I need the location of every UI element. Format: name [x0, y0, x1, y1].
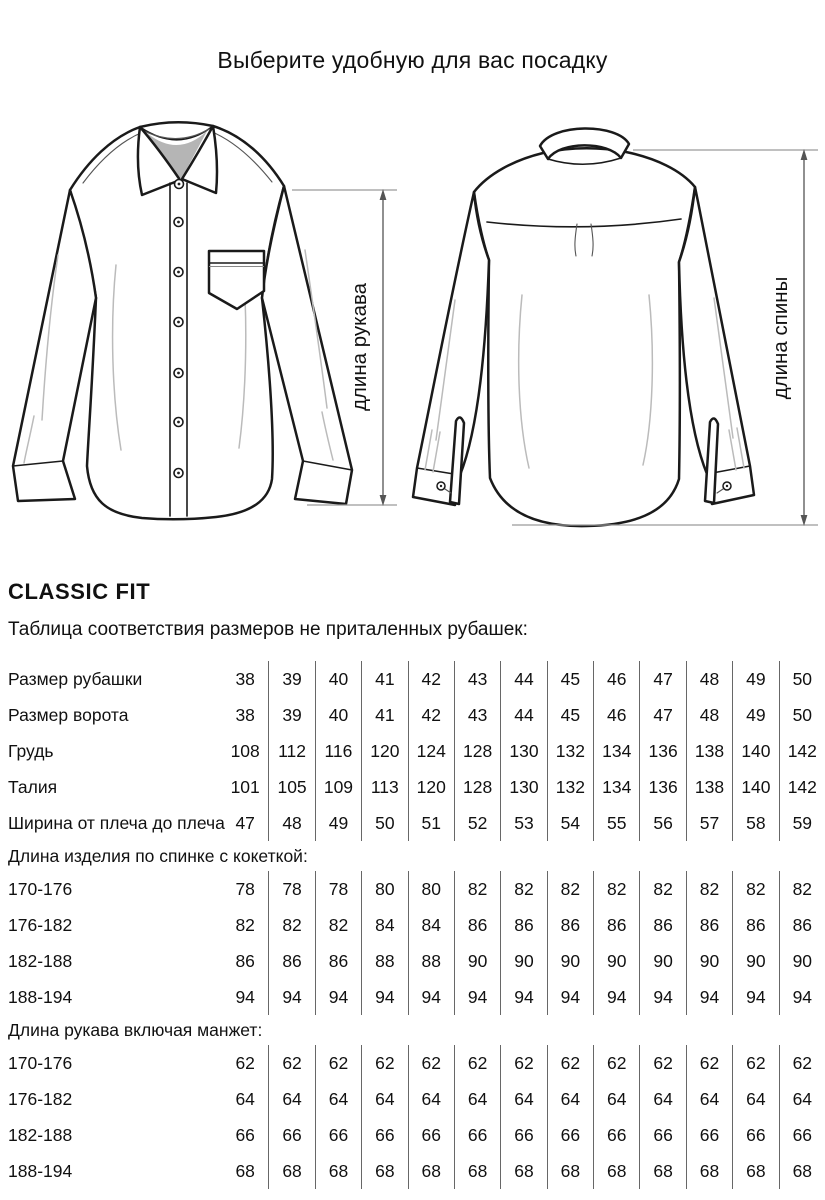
size-cell: 94	[547, 979, 593, 1015]
size-cell: 46	[593, 661, 639, 697]
size-cell: 109	[315, 769, 361, 805]
size-cell: 66	[686, 1117, 732, 1153]
size-cell: 82	[732, 871, 778, 907]
size-cell: 78	[268, 871, 314, 907]
size-cell: 140	[732, 733, 778, 769]
row-label: 176-182	[8, 914, 73, 935]
size-cell: 84	[361, 907, 407, 943]
size-cell: 86	[779, 907, 825, 943]
size-cell: 142	[779, 769, 825, 805]
row-label: 182-188	[8, 1124, 73, 1145]
size-cell: 64	[315, 1081, 361, 1117]
size-cell: 134	[593, 733, 639, 769]
size-cell: 42	[408, 661, 454, 697]
size-cell: 62	[779, 1045, 825, 1081]
size-cell: 62	[454, 1045, 500, 1081]
size-cell: 90	[686, 943, 732, 979]
size-cell: 62	[408, 1045, 454, 1081]
size-cell: 39	[268, 661, 314, 697]
size-cell: 50	[779, 661, 825, 697]
size-cell: 82	[268, 907, 314, 943]
size-cell: 66	[779, 1117, 825, 1153]
size-cell: 50	[779, 697, 825, 733]
size-cell: 44	[500, 697, 546, 733]
size-cell: 66	[500, 1117, 546, 1153]
size-cell: 94	[235, 986, 255, 1007]
row-label: 170-176	[8, 1052, 73, 1073]
size-cell: 62	[593, 1045, 639, 1081]
size-cell: 66	[547, 1117, 593, 1153]
size-cell: 136	[639, 769, 685, 805]
size-cell: 45	[547, 697, 593, 733]
size-cell: 58	[732, 805, 778, 841]
size-cell: 94	[500, 979, 546, 1015]
size-cell: 90	[500, 943, 546, 979]
size-cell: 64	[547, 1081, 593, 1117]
table-row	[0, 805, 825, 841]
size-cell: 80	[408, 871, 454, 907]
size-cell: 57	[686, 805, 732, 841]
size-cell: 120	[361, 733, 407, 769]
row-label: 170-176	[8, 878, 73, 899]
size-cell: 43	[454, 661, 500, 697]
size-cell: 62	[732, 1045, 778, 1081]
size-cell: 38	[235, 668, 255, 689]
table-row	[0, 907, 825, 943]
size-cell: 66	[268, 1117, 314, 1153]
size-cell: 68	[268, 1153, 314, 1189]
size-cell: 40	[315, 697, 361, 733]
size-cell: 120	[408, 769, 454, 805]
size-cell: 94	[686, 979, 732, 1015]
size-cell: 66	[408, 1117, 454, 1153]
size-cell: 62	[639, 1045, 685, 1081]
size-cell: 94	[639, 979, 685, 1015]
size-cell: 86	[268, 943, 314, 979]
table-section-header: Длина изделия по спинке с кокеткой:	[8, 846, 308, 866]
size-cell: 140	[732, 769, 778, 805]
size-cell: 113	[361, 769, 407, 805]
size-cell: 94	[779, 979, 825, 1015]
size-cell: 54	[547, 805, 593, 841]
size-cell: 64	[361, 1081, 407, 1117]
size-cell: 88	[361, 943, 407, 979]
size-cell: 82	[500, 871, 546, 907]
size-cell: 84	[408, 907, 454, 943]
size-cell: 82	[593, 871, 639, 907]
size-cell: 86	[500, 907, 546, 943]
table-row	[0, 661, 825, 697]
size-cell: 90	[454, 943, 500, 979]
size-cell: 43	[454, 697, 500, 733]
size-cell: 124	[408, 733, 454, 769]
size-cell: 47	[639, 697, 685, 733]
table-group	[0, 661, 825, 841]
size-cell: 86	[639, 907, 685, 943]
back-length-label: длина спины	[769, 276, 792, 400]
size-cell: 68	[454, 1153, 500, 1189]
size-cell: 78	[315, 871, 361, 907]
size-cell: 86	[732, 907, 778, 943]
size-cell: 42	[408, 697, 454, 733]
size-cell: 138	[686, 733, 732, 769]
size-cell: 46	[593, 697, 639, 733]
size-cell: 82	[779, 871, 825, 907]
size-cell: 68	[779, 1153, 825, 1189]
size-cell: 47	[235, 812, 255, 833]
table-group	[0, 1045, 825, 1189]
size-cell: 59	[779, 805, 825, 841]
size-cell: 86	[593, 907, 639, 943]
fit-heading: CLASSIC FIT	[8, 579, 151, 604]
size-cell: 138	[686, 769, 732, 805]
table-row	[0, 769, 825, 805]
size-cell: 68	[686, 1153, 732, 1189]
size-cell: 94	[732, 979, 778, 1015]
row-label: Размер рубашки	[8, 668, 143, 689]
size-cell: 49	[732, 661, 778, 697]
size-cell: 82	[639, 871, 685, 907]
size-cell: 128	[454, 769, 500, 805]
size-cell: 128	[454, 733, 500, 769]
shirt-measurement-diagram	[0, 110, 825, 545]
size-cell: 82	[315, 907, 361, 943]
size-cell: 56	[639, 805, 685, 841]
table-row	[0, 871, 825, 907]
size-cell: 66	[639, 1117, 685, 1153]
size-cell: 130	[500, 733, 546, 769]
page-title: Выберите удобную для вас посадку	[217, 47, 608, 73]
size-cell: 86	[235, 950, 255, 971]
size-cell: 132	[547, 733, 593, 769]
row-label: Талия	[8, 776, 58, 797]
size-cell: 62	[686, 1045, 732, 1081]
size-cell: 134	[593, 769, 639, 805]
shirt-back-illustration	[413, 128, 754, 526]
size-cell: 55	[593, 805, 639, 841]
size-cell: 41	[361, 697, 407, 733]
size-cell: 80	[361, 871, 407, 907]
size-cell: 101	[230, 776, 260, 797]
row-label: 182-188	[8, 950, 73, 971]
size-cell: 62	[235, 1052, 255, 1073]
size-cell: 41	[361, 661, 407, 697]
size-cell: 66	[361, 1117, 407, 1153]
size-cell: 86	[686, 907, 732, 943]
table-row	[0, 733, 825, 769]
size-cell: 52	[454, 805, 500, 841]
table-row	[0, 1045, 825, 1081]
size-cell: 66	[315, 1117, 361, 1153]
size-cell: 130	[500, 769, 546, 805]
size-cell: 64	[408, 1081, 454, 1117]
size-cell: 68	[361, 1153, 407, 1189]
sleeve-length-label: длина рукава	[348, 282, 371, 412]
size-cell: 90	[639, 943, 685, 979]
shirt-front-illustration	[13, 122, 352, 519]
row-label: 188-194	[8, 1160, 73, 1181]
size-cell: 68	[235, 1160, 255, 1181]
size-cell: 64	[454, 1081, 500, 1117]
table-row	[0, 1153, 825, 1189]
size-cell: 44	[500, 661, 546, 697]
table-caption: Таблица соответствия размеров не приталенных рубашек:	[8, 619, 528, 640]
size-cell: 68	[315, 1153, 361, 1189]
row-label: Ширина от плеча до плеча	[8, 812, 225, 833]
size-cell: 64	[686, 1081, 732, 1117]
size-cell: 68	[593, 1153, 639, 1189]
size-table	[0, 661, 825, 1189]
size-cell: 90	[732, 943, 778, 979]
size-cell: 90	[593, 943, 639, 979]
table-row	[0, 943, 825, 979]
size-cell: 90	[779, 943, 825, 979]
size-cell: 48	[686, 661, 732, 697]
size-cell: 47	[639, 661, 685, 697]
size-cell: 82	[454, 871, 500, 907]
size-cell: 64	[639, 1081, 685, 1117]
size-cell: 49	[315, 805, 361, 841]
size-cell: 64	[235, 1088, 255, 1109]
size-cell: 94	[593, 979, 639, 1015]
size-cell: 108	[230, 740, 260, 761]
size-cell: 62	[361, 1045, 407, 1081]
size-cell: 49	[732, 697, 778, 733]
size-cell: 94	[408, 979, 454, 1015]
size-cell: 116	[315, 733, 361, 769]
size-cell: 88	[408, 943, 454, 979]
size-cell: 40	[315, 661, 361, 697]
size-cell: 136	[639, 733, 685, 769]
size-cell: 82	[235, 914, 255, 935]
size-cell: 94	[361, 979, 407, 1015]
table-row	[0, 1117, 825, 1153]
size-cell: 68	[408, 1153, 454, 1189]
size-cell: 66	[454, 1117, 500, 1153]
size-cell: 53	[500, 805, 546, 841]
size-cell: 142	[779, 733, 825, 769]
size-cell: 105	[268, 769, 314, 805]
size-cell: 51	[408, 805, 454, 841]
size-cell: 64	[779, 1081, 825, 1117]
size-cell: 68	[639, 1153, 685, 1189]
size-cell: 112	[268, 733, 314, 769]
size-cell: 86	[315, 943, 361, 979]
table-row	[0, 979, 825, 1015]
table-row	[0, 1081, 825, 1117]
size-cell: 68	[732, 1153, 778, 1189]
row-label: Размер ворота	[8, 704, 129, 725]
row-label: Грудь	[8, 740, 54, 761]
size-cell: 48	[268, 805, 314, 841]
size-cell: 62	[315, 1045, 361, 1081]
size-cell: 62	[268, 1045, 314, 1081]
size-cell: 94	[268, 979, 314, 1015]
size-cell: 78	[235, 878, 255, 899]
size-cell: 82	[686, 871, 732, 907]
table-row	[0, 697, 825, 733]
size-cell: 82	[547, 871, 593, 907]
size-cell: 64	[593, 1081, 639, 1117]
size-cell: 66	[235, 1124, 255, 1145]
size-cell: 66	[593, 1117, 639, 1153]
size-cell: 68	[500, 1153, 546, 1189]
size-cell: 132	[547, 769, 593, 805]
size-cell: 66	[732, 1117, 778, 1153]
size-cell: 45	[547, 661, 593, 697]
size-cell: 86	[454, 907, 500, 943]
row-label: 176-182	[8, 1088, 73, 1109]
size-cell: 62	[500, 1045, 546, 1081]
size-cell: 68	[547, 1153, 593, 1189]
size-cell: 50	[361, 805, 407, 841]
size-cell: 48	[686, 697, 732, 733]
size-cell: 64	[268, 1081, 314, 1117]
size-cell: 39	[268, 697, 314, 733]
size-cell: 90	[547, 943, 593, 979]
size-cell: 94	[454, 979, 500, 1015]
size-cell: 94	[315, 979, 361, 1015]
size-cell: 62	[547, 1045, 593, 1081]
row-label: 188-194	[8, 986, 73, 1007]
size-cell: 86	[547, 907, 593, 943]
size-cell: 64	[732, 1081, 778, 1117]
size-cell: 38	[235, 704, 255, 725]
table-section-header: Длина рукава включая манжет:	[8, 1020, 263, 1040]
table-group	[0, 871, 825, 1015]
size-cell: 64	[500, 1081, 546, 1117]
